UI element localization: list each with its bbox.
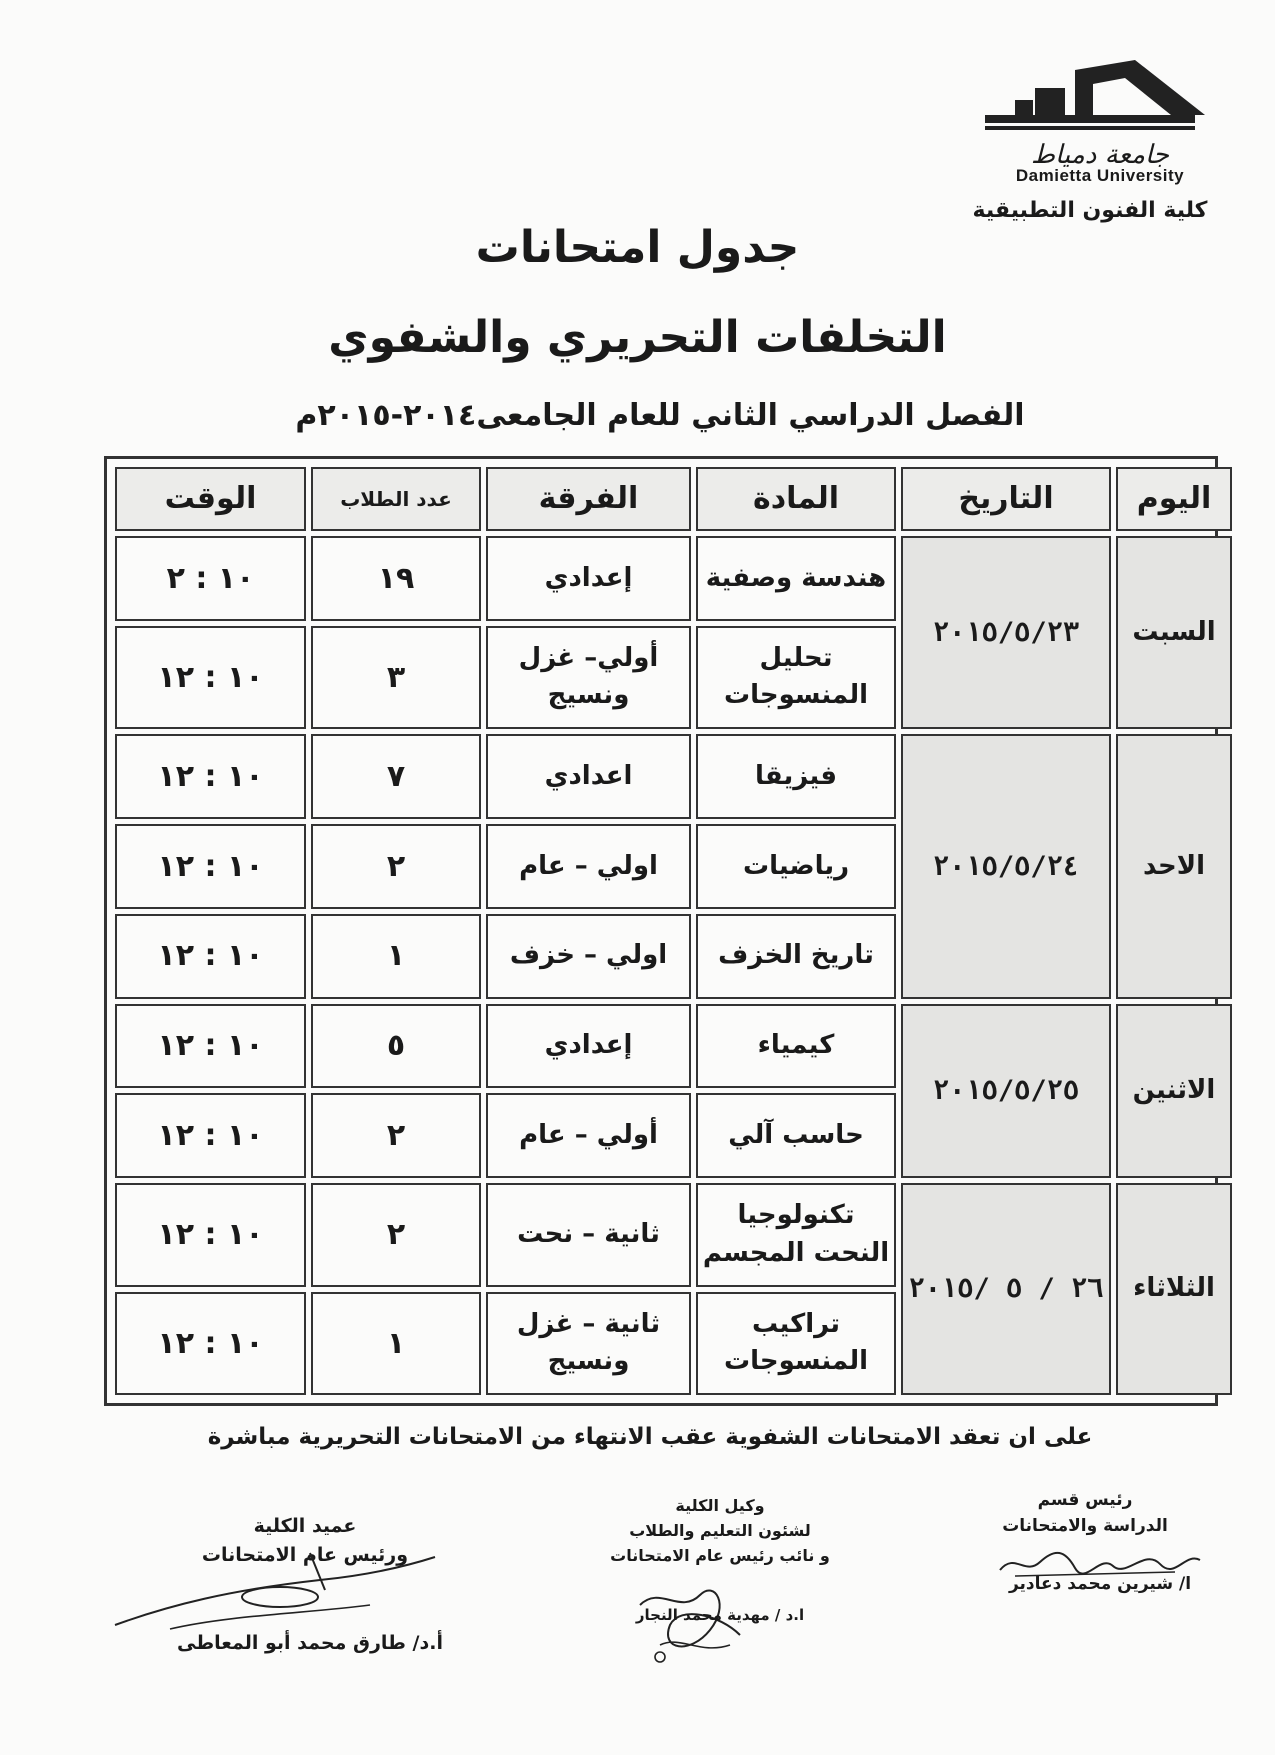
subject-cell: حاسب آلي xyxy=(696,1093,896,1178)
university-name-english: Damietta University xyxy=(1015,166,1185,185)
subject-cell: تحليل المنسوجات xyxy=(696,626,896,729)
time-cell: ١٠ : ١٢ xyxy=(115,1093,306,1178)
header-time: الوقت xyxy=(115,467,306,531)
footnote: على ان تعقد الامتحانات الشفوية عقب الانتهاء من الامتحانات التحريرية مباشرة xyxy=(207,1424,1093,1450)
signature-block-middle xyxy=(600,1494,840,1568)
faculty-name: كلية الفنون التطبيقية xyxy=(972,198,1208,223)
date-cell: ٢٠١٥/٥/٢٤ xyxy=(901,734,1111,998)
subject-cell: تكنولوجيا النحت المجسم xyxy=(696,1183,896,1286)
signature-title: ورئيس عام الامتحانات xyxy=(201,1544,409,1567)
signature-title: الدراسة والامتحانات xyxy=(1002,1516,1168,1537)
time-cell: ١٠ : ١٢ xyxy=(115,734,306,819)
students-cell: ٧ xyxy=(311,734,481,819)
day-cell: الاحد xyxy=(1116,734,1232,998)
level-cell: أولي– غزل ونسيج xyxy=(486,626,691,729)
handwritten-signature-icon xyxy=(110,1545,440,1635)
page-subtitle: التخلفات التحريري والشفوي xyxy=(328,312,947,363)
students-cell: ٢ xyxy=(311,1093,481,1178)
day-cell: السبت xyxy=(1116,536,1232,729)
day-cell: الاثنين xyxy=(1116,1004,1232,1179)
signature-name: ا.د / مهدية محمد النجار xyxy=(635,1606,805,1624)
subject-cell: كيمياء xyxy=(696,1004,896,1089)
header-subject: المادة xyxy=(696,467,896,531)
header-day: اليوم xyxy=(1116,467,1232,531)
signature-title: رئيس قسم xyxy=(1037,1490,1133,1510)
students-cell: ٥ xyxy=(311,1004,481,1089)
students-cell: ٣ xyxy=(311,626,481,729)
students-cell: ١٩ xyxy=(311,536,481,621)
time-cell: ١٠ : ٢ xyxy=(115,536,306,621)
time-cell: ١٠ : ١٢ xyxy=(115,1292,306,1396)
table-row xyxy=(115,536,1232,621)
subject-cell: رياضيات xyxy=(696,824,896,909)
time-cell: ١٠ : ١٢ xyxy=(115,914,306,999)
time-cell: ١٠ : ١٢ xyxy=(115,626,306,729)
header-students: عدد الطلاب xyxy=(311,467,481,531)
page-title: جدول امتحانات xyxy=(475,222,800,273)
students-cell: ٢ xyxy=(311,824,481,909)
level-cell: إعدادي xyxy=(486,1004,691,1089)
table-row xyxy=(115,734,1232,819)
date-cell: ٢٦ / ٥ /٢٠١٥ xyxy=(901,1183,1111,1395)
time-cell: ١٠ : ١٢ xyxy=(115,824,306,909)
table-row xyxy=(115,1183,1232,1286)
signature-title: وكيل الكلية xyxy=(675,1496,765,1515)
signature-block-right xyxy=(955,1487,1215,1540)
level-cell: اعدادي xyxy=(486,734,691,819)
time-cell: ١٠ : ١٢ xyxy=(115,1004,306,1089)
level-cell: ثانية – نحت xyxy=(486,1183,691,1286)
semester-title: الفصل الدراسي الثاني للعام الجامعى٢٠١٤-٢٠١٥م xyxy=(295,398,1025,433)
signature-title: لشئون التعليم والطلاب xyxy=(629,1520,811,1540)
day-cell: الثلاثاء xyxy=(1116,1183,1232,1395)
level-cell: أولي – عام xyxy=(486,1093,691,1178)
students-cell: ١ xyxy=(311,914,481,999)
header-level: الفرقة xyxy=(486,467,691,531)
university-name-arabic: جامعة دمياط xyxy=(1031,140,1169,170)
students-cell: ١ xyxy=(311,1292,481,1396)
exam-schedule-table xyxy=(110,462,1237,1400)
subject-cell: فيزيقا xyxy=(696,734,896,819)
subject-cell: هندسة وصفية xyxy=(696,536,896,621)
level-cell: اولي – خزف xyxy=(486,914,691,999)
subject-cell: تاريخ الخزف xyxy=(696,914,896,999)
signature-name: ا/ شيرين محمد دعادير xyxy=(1008,1574,1192,1594)
university-logo-icon xyxy=(975,60,1235,140)
level-cell: ثانية – غزل ونسيج xyxy=(486,1292,691,1396)
table-row xyxy=(115,1004,1232,1089)
signature-title: و نائب رئيس عام الامتحانات xyxy=(610,1545,830,1565)
header-date: التاريخ xyxy=(901,467,1111,531)
level-cell: إعدادي xyxy=(486,536,691,621)
subject-cell: تراكيب المنسوجات xyxy=(696,1292,896,1396)
students-cell: ٢ xyxy=(311,1183,481,1286)
signature-title: عميد الكلية xyxy=(253,1515,357,1537)
time-cell: ١٠ : ١٢ xyxy=(115,1183,306,1286)
date-cell: ٢٠١٥/٥/٢٥ xyxy=(901,1004,1111,1179)
level-cell: اولي – عام xyxy=(486,824,691,909)
date-cell: ٢٠١٥/٥/٢٣ xyxy=(901,536,1111,729)
signature-name: أ.د/ طارق محمد أبو المعاطى xyxy=(177,1632,443,1654)
